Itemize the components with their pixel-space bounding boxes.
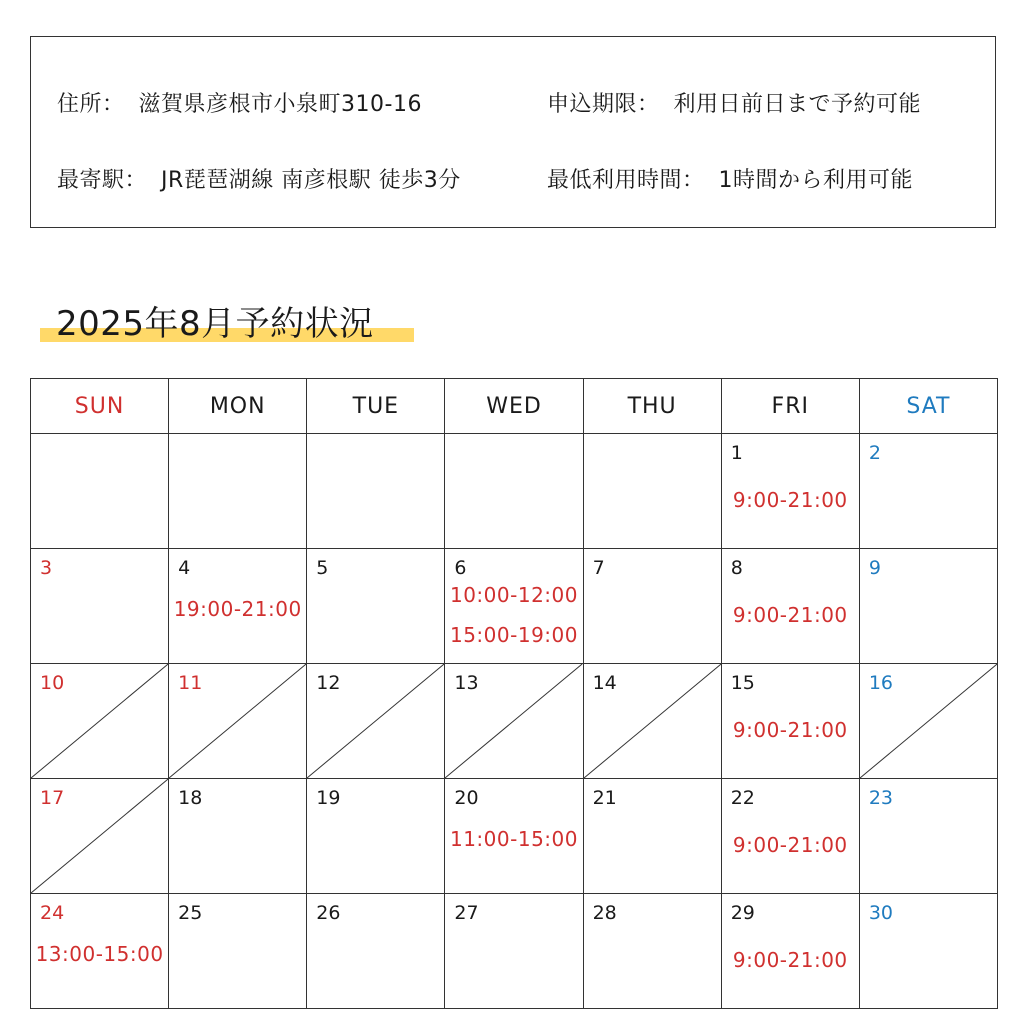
- calendar-day-cell: [445, 664, 583, 779]
- day-number: 2: [868, 442, 881, 464]
- weekday-header-wed: WED: [445, 379, 583, 434]
- day-number: 8: [730, 557, 743, 579]
- calendar-week-row: [31, 779, 998, 894]
- station-info: [57, 163, 461, 194]
- calendar-day-cell: [307, 779, 445, 894]
- day-number: 10: [40, 672, 65, 694]
- calendar-day-cell: [445, 779, 583, 894]
- available-time-slot: 9:00-21:00: [732, 948, 848, 972]
- calendar-day-cell: [721, 434, 859, 549]
- day-number: 9: [868, 557, 881, 579]
- day-number: 3: [40, 557, 53, 579]
- day-number: 1: [730, 442, 743, 464]
- deadline-info: [547, 87, 921, 118]
- weekday-header-mon: MON: [169, 379, 307, 434]
- address-label: 住所：: [57, 92, 125, 117]
- station-value: JR琵琶湖線 南彦根駅 徒歩3分: [161, 168, 461, 193]
- day-number: 29: [730, 902, 755, 924]
- calendar-day-cell: [31, 664, 169, 779]
- available-time-slot: 9:00-21:00: [732, 488, 848, 512]
- day-number: 28: [592, 902, 617, 924]
- deadline-value: 利用日前日まで予約可能: [673, 92, 922, 117]
- day-number: 12: [316, 672, 341, 694]
- calendar-day-cell: [859, 894, 997, 1009]
- day-number: 16: [868, 672, 894, 694]
- calendar-empty-cell: [445, 434, 583, 549]
- day-number: 17: [40, 787, 65, 809]
- calendar-day-cell: [169, 894, 307, 1009]
- calendar-day-cell: [859, 549, 997, 664]
- day-number: 5: [316, 557, 329, 579]
- min-time-info: [547, 163, 913, 194]
- day-number: 21: [592, 787, 617, 809]
- calendar-day-cell: [859, 779, 997, 894]
- calendar-day-cell: [169, 779, 307, 894]
- calendar-day-cell: [859, 434, 997, 549]
- calendar-empty-cell: [307, 434, 445, 549]
- calendar-body: [31, 434, 998, 1009]
- available-time-slot: 9:00-21:00: [732, 718, 848, 742]
- calendar-day-cell: [307, 664, 445, 779]
- weekday-header-tue: TUE: [307, 379, 445, 434]
- page-title: 2025年8月予約状況: [56, 304, 374, 344]
- day-number: 11: [178, 672, 203, 694]
- calendar-week-row: [31, 664, 998, 779]
- weekday-header-fri: FRI: [721, 379, 859, 434]
- day-number: 7: [592, 557, 605, 579]
- day-number: 6: [454, 557, 467, 579]
- weekday-header-row: [31, 379, 998, 434]
- calendar-day-cell: [31, 779, 169, 894]
- calendar-day-cell: [307, 894, 445, 1009]
- calendar-day-cell: [721, 894, 859, 1009]
- calendar-empty-cell: [583, 434, 721, 549]
- calendar-week-row: [31, 549, 998, 664]
- calendar-empty-cell: [31, 434, 169, 549]
- info-box: [30, 36, 996, 228]
- day-number: 15: [730, 672, 755, 694]
- calendar-day-cell: [583, 664, 721, 779]
- calendar-day-cell: [31, 894, 169, 1009]
- address-value: 滋賀県彦根市小泉町310-16: [138, 92, 422, 117]
- available-time-slot: 19:00-21:00: [173, 597, 302, 621]
- calendar-week-row: [31, 894, 998, 1009]
- calendar-day-cell: [169, 549, 307, 664]
- weekday-header-sat: SAT: [859, 379, 997, 434]
- weekday-header-sun: SUN: [31, 379, 169, 434]
- day-number: 13: [454, 672, 479, 694]
- calendar-day-cell: [445, 549, 583, 664]
- heading-wrap: [40, 296, 374, 348]
- weekday-header-thu: THU: [583, 379, 721, 434]
- day-number: 30: [868, 902, 894, 924]
- day-number: 23: [868, 787, 894, 809]
- address-info: [57, 87, 422, 118]
- min-time-value: 1時間から利用可能: [718, 168, 914, 193]
- available-time-slot: 15:00-19:00: [449, 623, 578, 647]
- available-time-slot: 10:00-12:00: [449, 583, 578, 607]
- day-number: 14: [592, 672, 617, 694]
- calendar-empty-cell: [169, 434, 307, 549]
- available-time-slot: 11:00-15:00: [449, 827, 578, 851]
- day-number: 25: [178, 902, 203, 924]
- day-number: 26: [316, 902, 341, 924]
- day-number: 19: [316, 787, 341, 809]
- day-number: 20: [454, 787, 479, 809]
- available-time-slot: 13:00-15:00: [35, 942, 164, 966]
- calendar-day-cell: [721, 664, 859, 779]
- station-label: 最寄駅：: [57, 168, 148, 193]
- day-number: 18: [178, 787, 203, 809]
- available-time-slot: 9:00-21:00: [732, 603, 848, 627]
- day-number: 24: [40, 902, 65, 924]
- day-number: 4: [178, 557, 191, 579]
- available-time-slot: 9:00-21:00: [732, 833, 848, 857]
- calendar-day-cell: [859, 664, 997, 779]
- day-number: 22: [730, 787, 755, 809]
- calendar-day-cell: [583, 779, 721, 894]
- reservation-calendar: [30, 378, 998, 1009]
- calendar-day-cell: [721, 549, 859, 664]
- calendar-day-cell: [583, 894, 721, 1009]
- min-time-label: 最低利用時間：: [547, 168, 705, 193]
- calendar-day-cell: [31, 549, 169, 664]
- calendar-day-cell: [169, 664, 307, 779]
- calendar-day-cell: [583, 549, 721, 664]
- day-number: 27: [454, 902, 479, 924]
- deadline-label: 申込期限：: [547, 92, 660, 117]
- calendar-day-cell: [721, 779, 859, 894]
- calendar-week-row: [31, 434, 998, 549]
- calendar-day-cell: [307, 549, 445, 664]
- calendar-day-cell: [445, 894, 583, 1009]
